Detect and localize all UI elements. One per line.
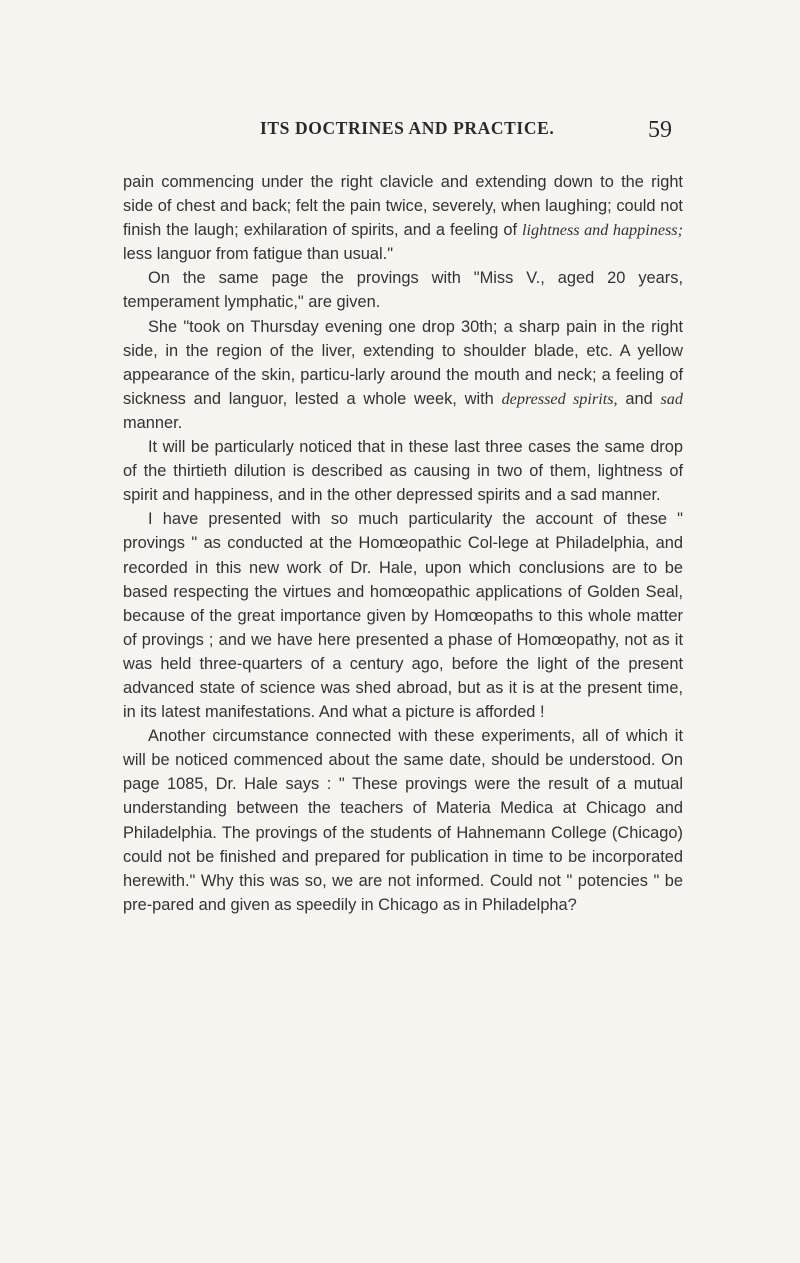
paragraph: On the same page the provings with "Miss V., aged 20 years, temperament lymphatic," are given. — [123, 269, 683, 312]
text-run: and — [617, 389, 661, 408]
body-text — [123, 170, 683, 917]
italic-phrase: lightness and happiness; — [522, 221, 684, 240]
paragraph: It will be particularly noticed that in these last three cases the same drop of the thirtieth dilution is described as causing in two of them, lightness of spirit and happiness, and in the other depressed spirits and a sad manner. — [123, 438, 683, 505]
text-run: pain commencing under the right clavicle and extending down to the right side of chest and back; felt the pain twice, severely, when laughing; could not finish the laugh; exhilaration of spirits, and a feeling of — [123, 173, 683, 240]
text-run: manner. — [123, 413, 183, 432]
paragraph — [123, 315, 683, 435]
page-number: 59 — [648, 117, 672, 143]
paragraph: I have presented with so much particularity the account of these " provings " as conducted at the Homœopathic Col-lege at Philadelphia, and recorded in this new work of Dr. Hale, upon which conclusions are to be based respecting the virtues and homœopathic applications of Golden Seal, because of the great importance given by Homœopaths to this whole matter of provings ; and we have here presented a phase of Homœopathy, not as it was held three-quarters of a century ago, before the light of the present advanced state of science was shed abroad, but as it is at the present time, in its latest manifestations. And what a picture is afforded ! — [123, 510, 683, 722]
text-run: She "took on Thursday evening one drop 30th; a sharp pain in the right side, in the region of the liver, extending to shoulder blade, etc. A yellow appearance of the skin, particu-larly around the mouth and neck; a feeling of sickness and languor, lested a whole week, with — [123, 317, 683, 408]
italic-phrase: depressed spirits, — [501, 389, 618, 408]
paragraph-continuation — [123, 170, 683, 266]
text-run: less languor from fatigue than usual." — [123, 245, 394, 264]
running-title: ITS DOCTRINES AND PRACTICE. — [260, 118, 555, 138]
italic-phrase: sad — [660, 389, 683, 408]
paragraph: Another circumstance connected with these experiments, all of which it will be noticed commenced about the same date, should be understood. On page 1085, Dr. Hale says : " These provings were the result of a mutual understanding between the teachers of Materia Medica at Chicago and Philadelphia. The provings of the students of Hahnemann College (Chicago) could not be finished and prepared for publication in time to be incorporated herewith." Why this was so, we are not informed. Could not " potencies " be pre-pared and given as speedily in Chicago as in Philadelpha? — [123, 727, 683, 914]
running-head — [120, 118, 680, 142]
